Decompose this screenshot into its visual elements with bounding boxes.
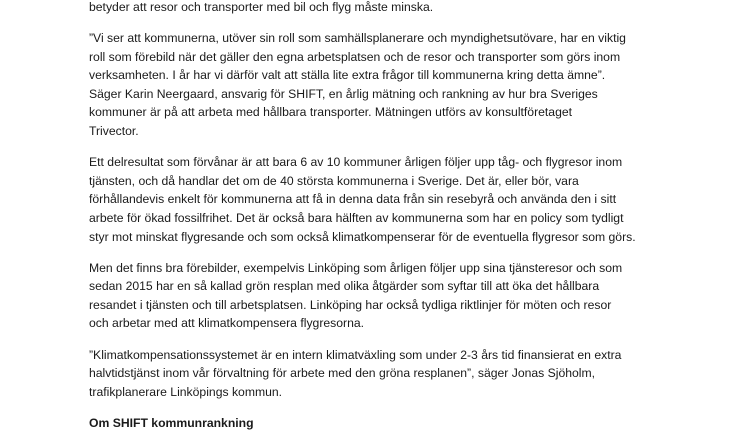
paragraph-partial-result: Ett delresultat som förvånar är att bara 6 av 10 kommuner årligen följer upp tåg- och flygresor inom tjänsten, och då handlar det om de 40 största kommunerna i Sverige. Det är, eller bör, vara förhållandevis enkelt för kommunerna att få in denna data från sin resebyrå och använda den i sitt arbete för ökad fossilfrihet. Det är också bara hälften av kommunerna som har en policy som tydligt styr mot minskat flygresande och som också klimatkompenserar för de eventuella flygresor som görs. (89, 155, 636, 244)
paragraph-linkoping: Men det finns bra förebilder, exempelvis Linköping som årligen följer upp sina tjänsteresor och som sedan 2015 har en så kallad grön resplan med olika åtgärder som syftar till att öka det hållbara resandet i tjänsten och till arbetsplatsen. Linköping har också tydliga riktlinjer för möten och resor och arbetar med att klimatkompensera flygresorna. (89, 260, 623, 331)
document-body (89, 0, 689, 432)
paragraph-quote-neergaard: ”Vi ser att kommunerna, utöver sin roll som samhällsplanerare och myndighetsutövare, har en viktig roll som förebild när det gäller den egna arbetsplatsen och de resor och transporter som görs inom verksamheten. I år har vi därför valt att ställa lite extra frågor till kommunerna kring detta ämne”. Säger Karin Neergaard, ansvarig för SHIFT, en årlig mätning och rankning av hur bra Sveriges kommuner är på att arbeta med hållbara transporter. Mätningen utförs av konsultföretaget Trivector. (89, 31, 626, 139)
paragraph-intro: betyder att resor och transporter med bil och flyg måste minska. (89, 0, 434, 14)
section-heading: Om SHIFT kommunrankning (89, 415, 254, 430)
paragraph-quote-sjoholm: ”Klimatkompensationssystemet är en intern klimatväxling som under 2-3 års tid finansierat en extra halvtidstjänst inom vår förvaltning för arbete med den gröna resplanen”, säger Jonas Sjöholm, trafikplanerare Linköpings kommun. (89, 347, 622, 399)
